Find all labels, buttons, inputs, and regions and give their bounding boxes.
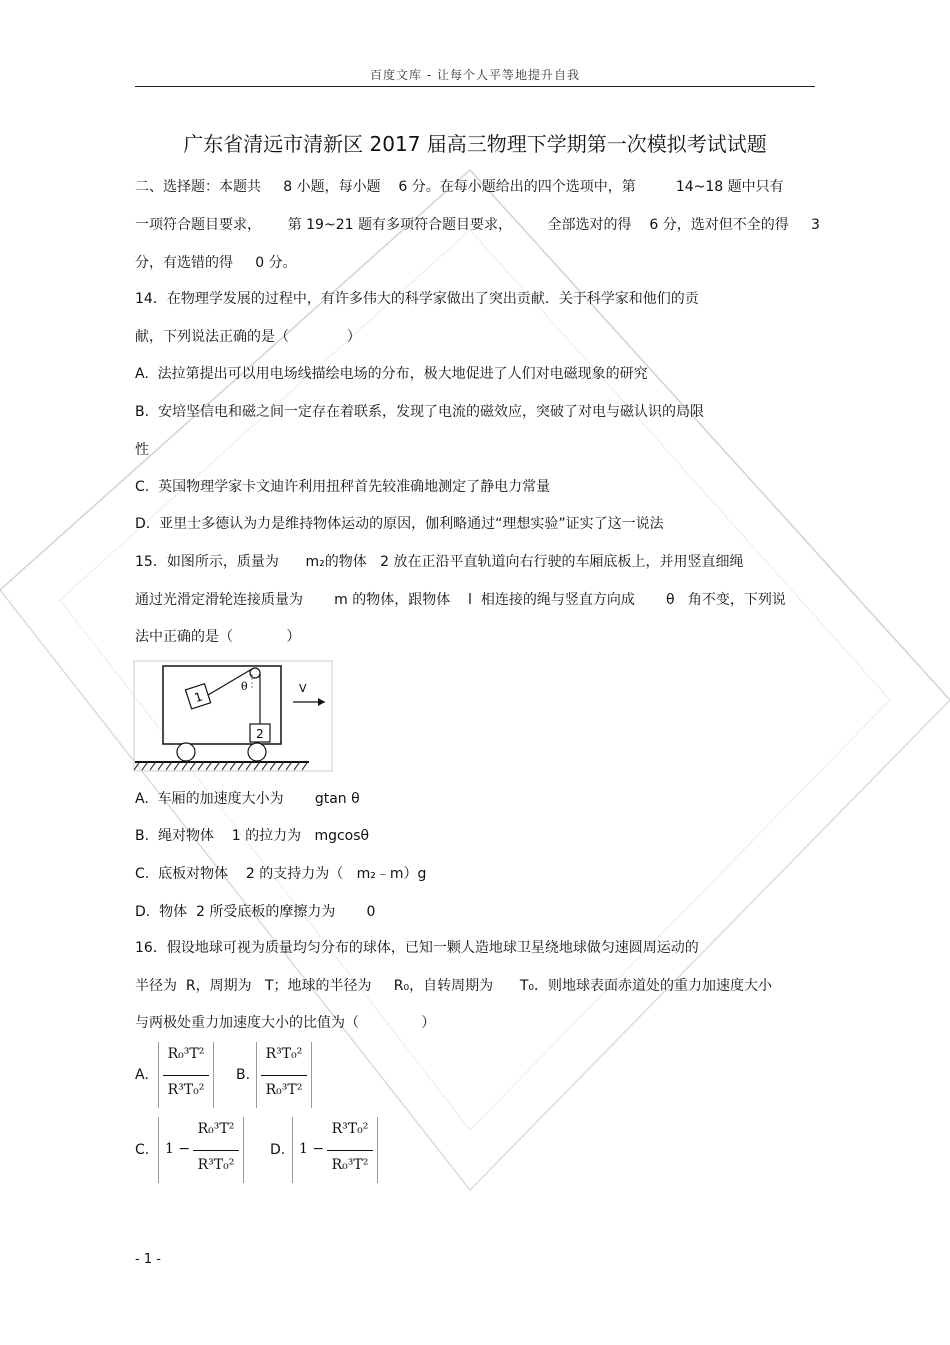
ground-hatching [134,763,307,770]
angle-label: θ [241,680,248,693]
q16-option-b-label: B. [236,1067,251,1083]
question-14-stem: 14．在物理学发展的过程中，有许多伟大的科学家做出了突出贡献．关于科学家和他们的贡 [135,291,699,307]
q14-option-d: D. 亚里士多德认为力是维持物体运动的原因，伽利略通过“理想实验”证实了这一说法 [135,516,664,532]
one-minus: 1 − [299,1141,325,1157]
question-14-stem: 献，下列说法正确的是（ ） [135,329,361,345]
q15-option-b: B. 绳对物体 1 的拉力为 mgcosθ [135,828,370,844]
instructions-line: 一项符合题目要求， 第 19~21 题有多项符合题目要求， 全部选对的得 6 分，选对但不全的得 3 [135,217,820,233]
question-16-stem: 16．假设地球可视为质量均匀分布的球体，已知一颗人造地球卫星绕地球做匀速圆周运动的 [135,940,699,956]
fraction-denominator: R₀³T² [265,1082,303,1098]
instructions-line: 分，有选错的得 0 分。 [135,255,297,271]
q16-option-c-label: C. [135,1142,150,1158]
page-number: - 1 - [135,1252,161,1267]
wheel-left [177,743,195,761]
fraction-numerator: R³T₀² [331,1121,369,1137]
cart-pulley-figure [133,660,333,772]
fraction-denominator: R₀³T² [331,1157,369,1173]
velocity-label: V [299,682,307,695]
q16-option-a-label: A. [135,1067,149,1083]
fraction-denominator: R³T₀² [167,1082,205,1098]
q15-option-d: D. 物体 2 所受底板的摩擦力为 0 [135,904,376,920]
header-rule [135,86,815,87]
q16-option-a-fraction [158,1042,214,1108]
question-16-stem: 半径为 R，周期为 T；地球的半径为 R₀，自转周期为 T₀．则地球表面赤道处的重力加速度大小 [135,978,772,994]
q14-option-b: B. 安培坚信电和磁之间一定存在着联系，发现了电流的磁效应，突破了对电与磁认识的局限 [135,404,704,420]
fraction-bar [193,1150,239,1151]
fraction-bar [163,1075,209,1076]
question-15-stem: 15．如图所示，质量为 m₂的物体 2 放在正沿平直轨道向右行驶的车厢底板上，并用竖直细绳 [135,554,744,570]
fraction-bar [261,1075,307,1076]
q15-option-a: A. 车厢的加速度大小为 gtan θ [135,791,360,807]
fraction-numerator: R₀³T² [167,1046,205,1062]
box-1 [185,684,210,709]
q14-option-b-cont: 性 [135,442,149,458]
q16-option-b-fraction [256,1042,312,1108]
question-15-stem: 法中正确的是（ ） [135,629,301,645]
question-15-stem: 通过光滑定滑轮连接质量为 m 的物体，跟物体 l 相连接的绳与竖直方向成 θ 角不变，下列说 [135,592,786,608]
fraction-numerator: R³T₀² [265,1046,303,1062]
q14-option-c: C. 英国物理学家卡文迪许利用扭秤首先较准确地测定了静电力常量 [135,479,551,495]
one-minus: 1 − [165,1141,191,1157]
wheel-right [248,743,266,761]
q14-option-a: A. 法拉第提出可以用电场线描绘电场的分布，极大地促进了人们对电磁现象的研究 [135,366,648,382]
q16-option-c-fraction [158,1117,244,1183]
q16-option-d-fraction [292,1117,378,1183]
box-2-label: 2 [256,727,264,741]
box-1-label: 1 [192,689,205,706]
fraction-denominator: R³T₀² [197,1157,235,1173]
q15-option-c: C. 底板对物体 2 的支持力为（ m₂﹣m）g [135,866,427,882]
page-title: 广东省清远市清新区 2017 届高三物理下学期第一次模拟考试试题 [183,132,767,156]
instructions-line: 二、选择题：本题共 8 小题，每小题 6 分。在每小题给出的四个选项中，第 14~18 题中只有 [135,179,784,195]
question-16-stem: 与两极处重力加速度大小的比值为（ ） [135,1015,436,1031]
fraction-numerator: R₀³T² [197,1121,235,1137]
fraction-bar [327,1150,373,1151]
page-header: 百度文库 - 让每个人平等地提升自我 [370,68,580,82]
q16-option-d-label: D. [270,1142,286,1158]
